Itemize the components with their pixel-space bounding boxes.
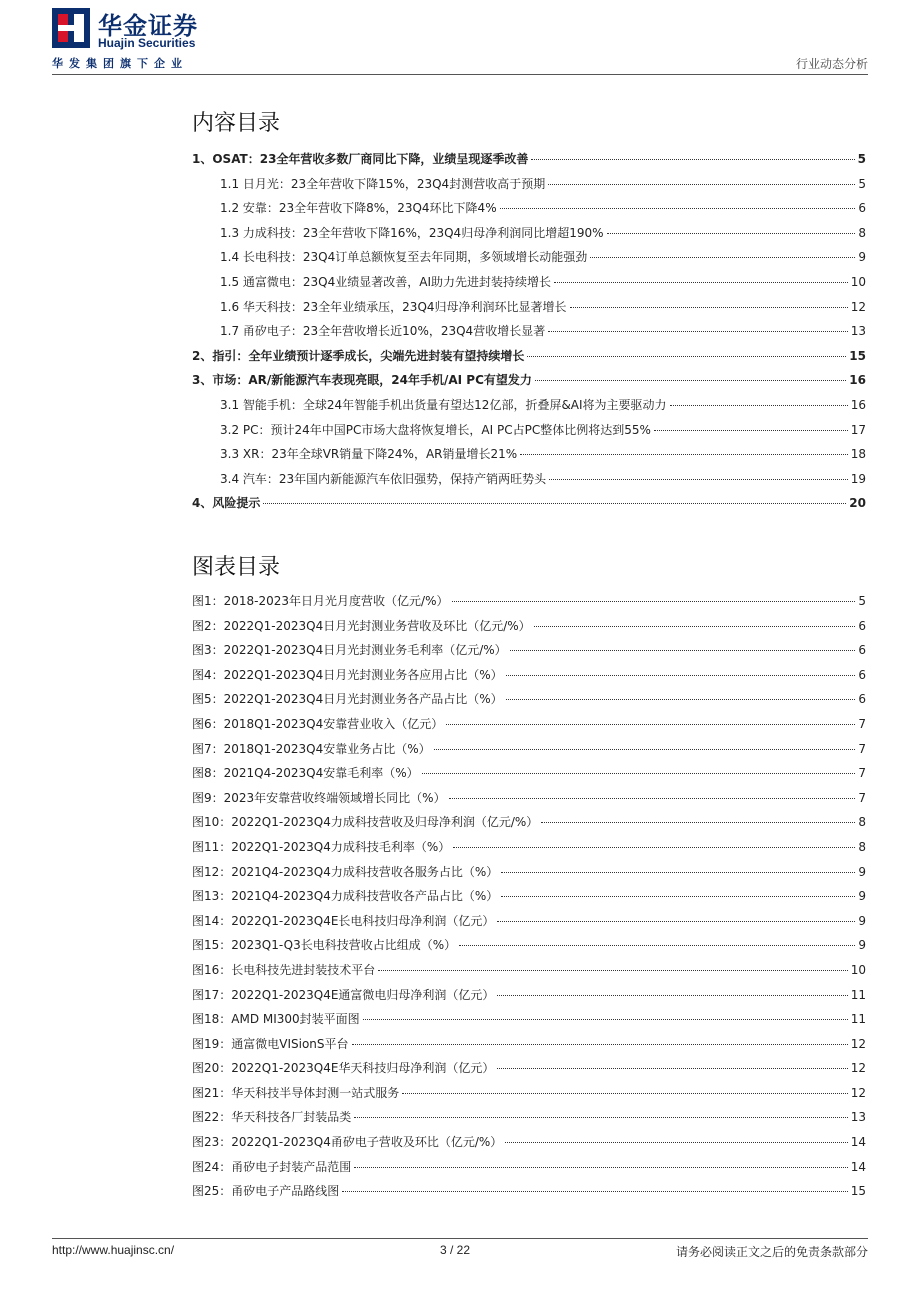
dot-leader xyxy=(520,454,848,455)
dot-leader xyxy=(501,896,855,897)
dot-leader xyxy=(506,699,856,700)
figure-entry-label: 图7：2018Q1-2023Q4安靠业务占比（%） xyxy=(192,741,431,756)
dot-leader xyxy=(434,749,856,750)
figure-entry-label: 图3：2022Q1-2023Q4日月光封测业务毛利率（亿元/%） xyxy=(192,643,507,658)
figure-entry[interactable] xyxy=(192,912,866,937)
header-divider xyxy=(52,74,868,75)
dot-leader xyxy=(422,773,856,774)
dot-leader xyxy=(500,208,856,209)
dot-leader xyxy=(501,872,855,873)
dot-leader xyxy=(506,675,856,676)
figure-entry-page: 7 xyxy=(858,766,866,781)
dot-leader xyxy=(263,503,846,504)
figure-entry[interactable] xyxy=(192,1084,866,1109)
dot-leader xyxy=(497,1068,847,1069)
dot-leader xyxy=(505,1142,847,1143)
figure-entry-page: 9 xyxy=(858,864,866,879)
dot-leader xyxy=(549,479,848,480)
dot-leader xyxy=(378,970,847,971)
figure-entry-page: 14 xyxy=(850,1135,866,1150)
dot-leader xyxy=(352,1044,848,1045)
figures-title: 图表目录 xyxy=(192,555,281,580)
figure-entry-label: 图2：2022Q1-2023Q4日月光封测业务营收及环比（亿元/%） xyxy=(192,618,531,633)
toc-entry[interactable] xyxy=(192,248,866,273)
page-number: 3 / 22 xyxy=(440,1243,471,1257)
toc-entry[interactable] xyxy=(192,494,866,519)
figure-entry[interactable] xyxy=(192,641,866,666)
toc-entry-page: 13 xyxy=(850,324,866,339)
contents-title: 内容目录 xyxy=(192,111,281,136)
toc-entry-label: 3.4 汽车：23年国内新能源汽车依旧强势，保持产销两旺势头 xyxy=(220,471,547,486)
figure-entry-label: 图14：2022Q1-2023Q4E长电科技归母净利润（亿元） xyxy=(192,913,495,928)
figure-entry[interactable] xyxy=(192,1182,866,1207)
dot-leader xyxy=(554,282,848,283)
toc-entry-page: 16 xyxy=(849,373,866,388)
toc-entry[interactable] xyxy=(192,445,866,470)
figure-entry-page: 10 xyxy=(850,962,866,977)
company-name-cn: 华金证券 xyxy=(98,12,198,40)
dot-leader xyxy=(541,822,855,823)
figure-entry-label: 图17：2022Q1-2023Q4E通富微电归母净利润（亿元） xyxy=(192,987,495,1002)
figure-entry-label: 图19：通富微电VISionS平台 xyxy=(192,1036,349,1051)
figure-entry-page: 8 xyxy=(858,815,866,830)
figure-entry-page: 6 xyxy=(858,667,866,682)
figure-entry[interactable] xyxy=(192,887,866,912)
dot-leader xyxy=(354,1167,847,1168)
contents-list xyxy=(192,150,866,519)
figure-entry-label: 图16：长电科技先进封装技术平台 xyxy=(192,962,376,977)
figure-entry-page: 5 xyxy=(858,594,866,608)
toc-entry[interactable] xyxy=(192,396,866,421)
dot-leader xyxy=(570,307,848,308)
toc-entry[interactable] xyxy=(192,347,866,372)
figure-entry[interactable] xyxy=(192,838,866,863)
group-tagline: 华发集团旗下企业 xyxy=(52,57,188,70)
figure-entry-page: 12 xyxy=(850,1085,866,1100)
toc-entry-page: 16 xyxy=(850,397,866,412)
dot-leader xyxy=(453,847,855,848)
figure-entry-label: 图21：华天科技半导体封测一站式服务 xyxy=(192,1085,400,1100)
dot-leader xyxy=(402,1093,847,1094)
figures-list xyxy=(192,592,866,1207)
figure-entry-page: 11 xyxy=(850,1012,866,1027)
toc-entry-page: 9 xyxy=(858,250,866,265)
figure-entry-label: 图18：AMD MI300封装平面图 xyxy=(192,1012,360,1027)
figure-entry-label: 图22：华天科技各厂封装品类 xyxy=(192,1110,352,1125)
dot-leader xyxy=(548,331,848,332)
figure-entry[interactable] xyxy=(192,690,866,715)
toc-entry-page: 6 xyxy=(858,201,866,216)
toc-entry-label: 3.1 智能手机：全球24年智能手机出货量有望达12亿部，折叠屏&AI将为主要驱动力 xyxy=(220,397,667,412)
figure-entry-label: 图13：2021Q4-2023Q4力成科技营收各产品占比（%） xyxy=(192,889,499,904)
figure-entry[interactable] xyxy=(192,961,866,986)
dot-leader xyxy=(342,1191,847,1192)
figure-entry[interactable] xyxy=(192,936,866,961)
dot-leader xyxy=(354,1117,847,1118)
toc-entry-label: 3.3 XR：23年全球VR销量下降24%，AR销量增长21% xyxy=(220,447,518,462)
dot-leader xyxy=(497,921,855,922)
dot-leader xyxy=(449,798,856,799)
toc-entry-label: 1.5 通富微电：23Q4业绩显著改善，AI助力先进封装持续增长 xyxy=(220,274,551,289)
figure-entry-label: 图24：甬矽电子封装产品范围 xyxy=(192,1159,352,1174)
figure-entry-label: 图15：2023Q1-Q3长电科技营收占比组成（%） xyxy=(192,938,457,953)
figure-entry[interactable] xyxy=(192,813,866,838)
figure-entry[interactable] xyxy=(192,1010,866,1035)
figure-entry-page: 6 xyxy=(858,643,866,658)
dot-leader xyxy=(446,724,855,725)
figure-entry-label: 图9：2023年安靠营收终端领域增长同比（%） xyxy=(192,790,446,805)
toc-entry-page: 15 xyxy=(849,348,866,363)
figure-entry-page: 7 xyxy=(858,790,866,805)
toc-entry[interactable] xyxy=(192,470,866,495)
figure-entry-label: 图1：2018-2023年日月光月度营收（亿元/%） xyxy=(192,594,449,608)
footer-divider xyxy=(52,1238,868,1239)
figure-entry-page: 7 xyxy=(858,716,866,731)
figure-entry-page: 13 xyxy=(850,1110,866,1125)
figure-entry[interactable] xyxy=(192,986,866,1011)
toc-entry[interactable] xyxy=(192,322,866,347)
figure-entry-label: 图23：2022Q1-2023Q4甬矽电子营收及环比（亿元/%） xyxy=(192,1135,503,1150)
figure-entry-page: 12 xyxy=(850,1036,866,1051)
dot-leader xyxy=(452,601,856,602)
dot-leader xyxy=(510,650,856,651)
toc-entry-label: 2、指引：全年业绩预计逐季成长，尖端先进封装有望持续增长 xyxy=(192,348,525,363)
figure-entry[interactable] xyxy=(192,617,866,642)
toc-entry[interactable] xyxy=(192,298,866,323)
toc-entry[interactable] xyxy=(192,273,866,298)
figure-entry-label: 图25：甬矽电子产品路线图 xyxy=(192,1184,340,1199)
dot-leader xyxy=(527,356,846,357)
dot-leader xyxy=(654,430,848,431)
figure-entry[interactable] xyxy=(192,1133,866,1158)
dot-leader xyxy=(534,626,856,627)
dot-leader xyxy=(531,159,854,160)
report-type: 行业动态分析 xyxy=(795,57,868,71)
figure-entry[interactable] xyxy=(192,789,866,814)
dot-leader xyxy=(535,380,846,381)
toc-entry[interactable] xyxy=(192,421,866,446)
figure-entry-label: 图11：2022Q1-2023Q4力成科技毛利率（%） xyxy=(192,839,451,854)
toc-entry[interactable] xyxy=(192,175,866,200)
figure-entry[interactable] xyxy=(192,863,866,888)
figure-entry[interactable] xyxy=(192,592,866,617)
company-name-en: Huajin Securities xyxy=(98,36,196,50)
figure-entry[interactable] xyxy=(192,1059,866,1084)
toc-entry[interactable] xyxy=(192,199,866,224)
dot-leader xyxy=(670,405,848,406)
toc-entry-page: 17 xyxy=(850,422,866,437)
dot-leader xyxy=(459,945,855,946)
toc-entry-page: 20 xyxy=(849,496,866,511)
page-header xyxy=(0,0,920,76)
figure-entry-page: 6 xyxy=(858,618,866,633)
dot-leader xyxy=(607,233,856,234)
figure-entry-page: 8 xyxy=(858,839,866,854)
figure-entry-label: 图8：2021Q4-2023Q4安靠毛利率（%） xyxy=(192,766,419,781)
toc-entry-page: 5 xyxy=(857,152,866,166)
dot-leader xyxy=(548,184,855,185)
figure-entry-label: 图12：2021Q4-2023Q4力成科技营收各服务占比（%） xyxy=(192,864,499,879)
toc-entry-label: 1、OSAT：23全年营收多数厂商同比下降，业绩呈现逐季改善 xyxy=(192,152,529,166)
toc-entry[interactable] xyxy=(192,224,866,249)
toc-entry-page: 18 xyxy=(850,447,866,462)
dot-leader xyxy=(590,257,855,258)
toc-entry-label: 1.3 力成科技：23全年营收下降16%，23Q4归母净利润同比增超190% xyxy=(220,225,604,240)
footer-url-link[interactable]: http://www.huajinsc.cn/ xyxy=(52,1243,175,1257)
figure-entry-label: 图10：2022Q1-2023Q4力成科技营收及归母净利润（亿元/%） xyxy=(192,815,539,830)
toc-entry-page: 19 xyxy=(850,471,866,486)
figure-entry-page: 9 xyxy=(858,889,866,904)
figure-entry[interactable] xyxy=(192,715,866,740)
toc-entry-page: 10 xyxy=(850,274,866,289)
figure-entry-page: 12 xyxy=(850,1061,866,1076)
figure-entry-page: 11 xyxy=(850,987,866,1002)
toc-entry-label: 3.2 PC：预计24年中国PC市场大盘将恢复增长，AI PC占PC整体比例将达到55% xyxy=(220,422,651,437)
dot-leader xyxy=(363,1019,848,1020)
figure-entry-page: 9 xyxy=(858,913,866,928)
figure-entry-page: 15 xyxy=(850,1184,866,1199)
figure-entry[interactable] xyxy=(192,1108,866,1133)
toc-entry-label: 3、市场：AR/新能源汽车表现亮眼，24年手机/AI PC有望发力 xyxy=(192,373,532,388)
toc-entry-label: 1.2 安靠：23全年营收下降8%，23Q4环比下降4% xyxy=(220,201,497,216)
disclaimer-note: 请务必阅读正文之后的免责条款部分 xyxy=(675,1245,868,1259)
toc-entry-label: 1.4 长电科技：23Q4订单总额恢复至去年同期，多领域增长动能强劲 xyxy=(220,250,588,265)
figure-entry[interactable] xyxy=(192,1158,866,1183)
toc-entry[interactable] xyxy=(192,150,866,175)
figure-entry-page: 6 xyxy=(858,692,866,707)
figure-entry[interactable] xyxy=(192,764,866,789)
toc-entry-page: 5 xyxy=(858,176,866,191)
figure-entry[interactable] xyxy=(192,1035,866,1060)
dot-leader xyxy=(497,995,847,996)
figure-entry[interactable] xyxy=(192,740,866,765)
toc-entry-page: 8 xyxy=(858,225,866,240)
toc-entry-label: 4、风险提示 xyxy=(192,496,261,511)
toc-entry[interactable] xyxy=(192,371,866,396)
huajin-logo-icon xyxy=(52,8,90,48)
toc-entry-label: 1.7 甬矽电子：23全年营收增长近10%，23Q4营收增长显著 xyxy=(220,324,546,339)
figure-entry-page: 14 xyxy=(850,1159,866,1174)
figure-entry-label: 图6：2018Q1-2023Q4安靠营业收入（亿元） xyxy=(192,716,444,731)
figure-entry[interactable] xyxy=(192,666,866,691)
figure-entry-label: 图20：2022Q1-2023Q4E华天科技归母净利润（亿元） xyxy=(192,1061,495,1076)
figure-entry-label: 图4：2022Q1-2023Q4日月光封测业务各应用占比（%） xyxy=(192,667,503,682)
toc-entry-page: 12 xyxy=(850,299,866,314)
toc-entry-label: 1.1 日月光：23全年营收下降15%，23Q4封测营收高于预期 xyxy=(220,176,546,191)
figure-entry-label: 图5：2022Q1-2023Q4日月光封测业务各产品占比（%） xyxy=(192,692,503,707)
figure-entry-page: 9 xyxy=(858,938,866,953)
toc-entry-label: 1.6 华天科技：23全年业绩承压，23Q4归母净利润环比显著增长 xyxy=(220,299,567,314)
figure-entry-page: 7 xyxy=(858,741,866,756)
